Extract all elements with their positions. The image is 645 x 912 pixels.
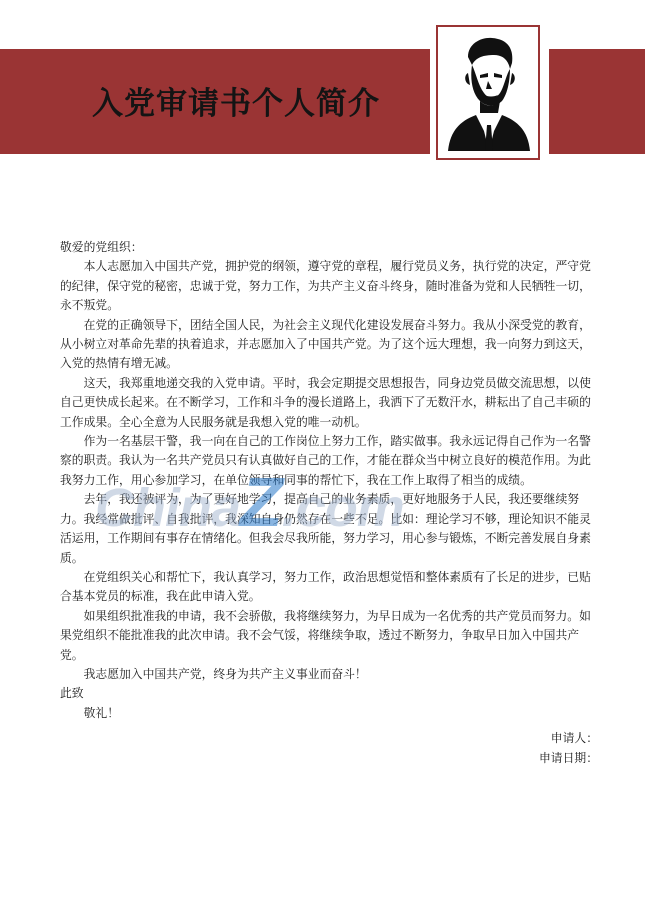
paragraph: 我志愿加入中国共产党，终身为共产主义事业而奋斗！ <box>83 666 367 681</box>
applicant-signature-label: 申请人： <box>550 731 598 746</box>
paragraph: 在党组织关心和帮忙下，我认真学习，努力工作，政治思想觉悟和整体素质有了长足的进步，已贴合基本党员的标准，我在此申请入党。 <box>60 569 591 604</box>
watermark-logo: ChinaZ.com <box>95 463 404 541</box>
paragraph: 这天，我郑重地递交我的入党申请。平时，我会定期提交思想报告，同身边党员做交流思想，以使自己更快成长起来。在不断学习，工作和斗争的漫长道路上，我洒下了无数汗水，耕耘出了自己丰硕的工作成果。全心全意为人民服务就是我想入党的唯一动机。 <box>60 375 591 429</box>
application-date-label: 申请日期： <box>539 750 598 765</box>
page-title: 入党审请书个人简介 <box>92 86 380 122</box>
paragraph: 去年，我还被评为，为了更好地学习，提高自己的业务素质，更好地服务于人民，我还要继续努力。我经常做批评、自我批评，我深知自身仍然存在一些不足。比如：理论学习不够，理论知识不能灵活运用，工作期间有事存在情绪化。但我会尽我所能，努力学习，用心参与锻炼，不断完善发展自身素质。 <box>60 492 591 565</box>
paragraph: 如果组织批准我的申请，我不会骄傲，我将继续努力，为早日成为一名优秀的共产党员而努力。如果党组织不能批准我的此次申请。我不会气馁，将继续争取，透过不断努力，争取早日加入中国共产党。 <box>60 608 591 662</box>
paragraph: 在党的正确领导下，团结全国人民，为社会主义现代化建设发展奋斗努力。我从小深受党的教育，从小树立对革命先辈的执着追求，并志愿加入了中国共产党。为了这个远大理想，我一向努力到这天，入党的热情有增无减。 <box>60 317 591 371</box>
application-letter <box>60 238 600 768</box>
paragraph: 本人志愿加入中国共产党，拥护党的纲领，遵守党的章程，履行党员义务，执行党的决定，严守党的纪律，保守党的秘密，忠诚于党，努力工作，为共产主义奋斗终身，随时准备为党和人民牺牲一切，永不叛党。 <box>60 259 591 313</box>
portrait-icon <box>446 35 532 151</box>
salutation: 敬爱的党组织： <box>60 240 143 254</box>
portrait-photo <box>436 25 540 160</box>
closing: 此致 <box>60 686 84 701</box>
header-banner-right <box>549 49 645 154</box>
regards: 敬礼！ <box>83 705 119 720</box>
paragraph: 作为一名基层干警，我一向在自己的工作岗位上努力工作，踏实做事。我永远记得自己作为一名警察的职责。我认为一名共产党员只有认真做好自己的工作，才能在群众当中树立良好的模范作用。为此我努力工作，用心参加学习，在单位领导和同事的帮忙下，我在工作上取得了相当的成绩。 <box>60 434 591 487</box>
